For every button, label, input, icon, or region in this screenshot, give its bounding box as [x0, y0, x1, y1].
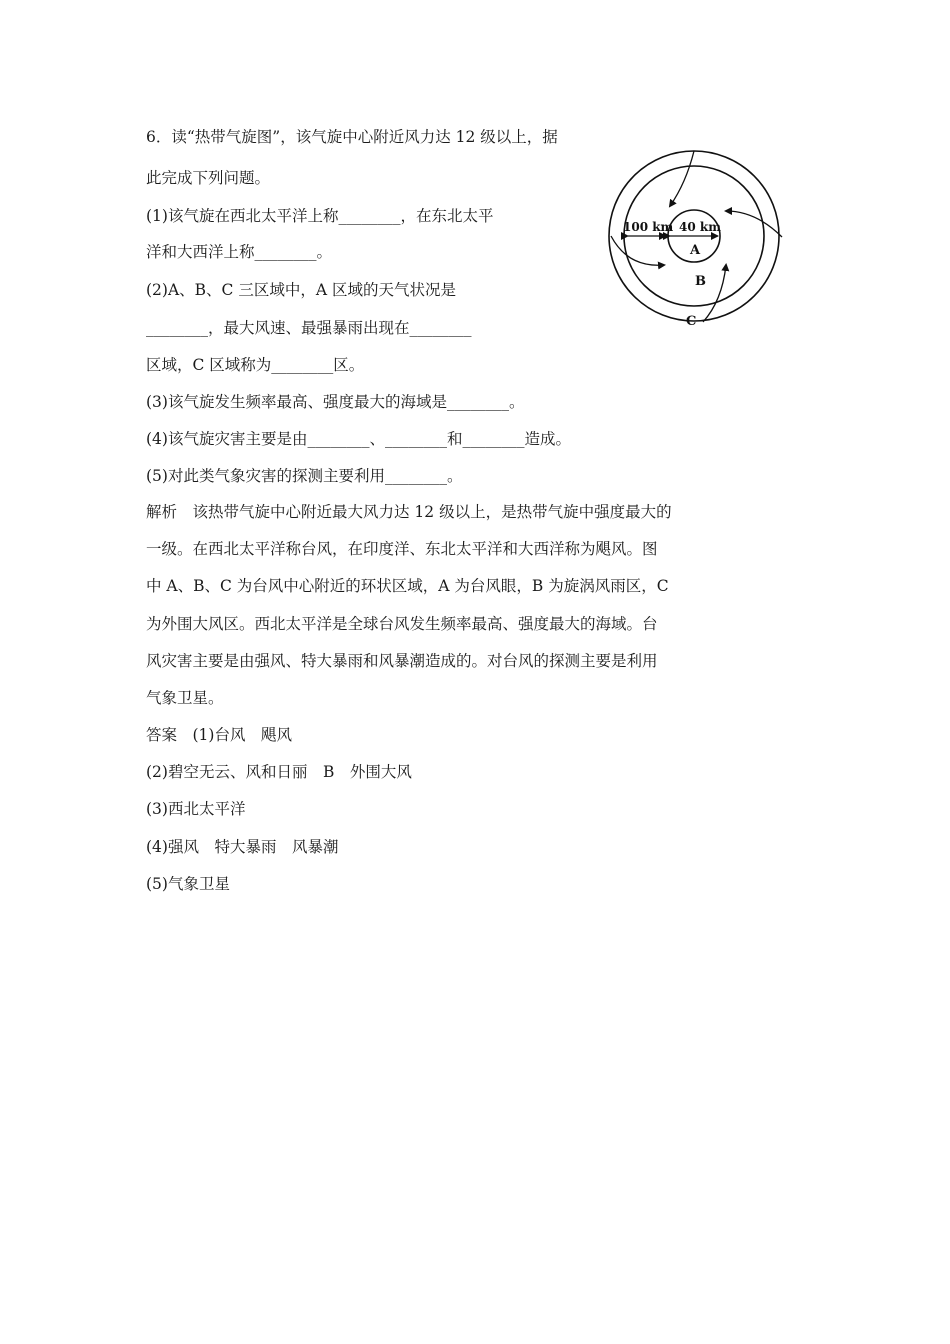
- wind-arrow-top: [670, 151, 694, 206]
- analysis-line: 中 A、B、C 为台风中心附近的环状区域，A 为台风眼，B 为旋涡风雨区，C: [146, 577, 669, 595]
- question-line: 区域，C 区域称为________区。: [146, 356, 365, 374]
- label-c: C: [686, 314, 697, 329]
- question-line: 洋和大西洋上称________。: [146, 243, 333, 261]
- analysis-line: 一级。在西北太平洋称台风，在印度洋、东北太平洋和大西洋称为飓风。图: [146, 540, 658, 558]
- label-40-km: 40 km: [679, 220, 721, 234]
- answer-line: (4)强风 特大暴雨 风暴潮: [146, 838, 339, 856]
- label-a: A: [690, 243, 701, 258]
- wind-arrow-bottom: [703, 265, 726, 322]
- question-line: (1)该气旋在西北太平洋上称________，在东北太平: [146, 207, 494, 225]
- answer-line: (5)气象卫星: [146, 875, 230, 893]
- question-line: 6．读“热带气旋图”，该气旋中心附近风力达 12 级以上，据: [146, 128, 558, 146]
- question-line: (3)该气旋发生频率最高、强度最大的海域是________。: [146, 393, 525, 411]
- label-b: B: [695, 274, 706, 289]
- analysis-line: 风灾害主要是由强风、特大暴雨和风暴潮造成的。对台风的探测主要是利用: [146, 652, 658, 670]
- question-line: 此完成下列问题。: [146, 169, 271, 187]
- answer-line: (2)碧空无云、风和日丽 B 外围大风: [146, 763, 412, 781]
- label-100-km: 100 km: [623, 220, 674, 234]
- cyclone-diagram: [606, 143, 786, 333]
- question-line: ________，最大风速、最强暴雨出现在________: [146, 319, 472, 337]
- question-line: (4)该气旋灾害主要是由________、________和________造成。: [146, 430, 571, 448]
- answer-line: (3)西北太平洋: [146, 800, 246, 818]
- answer-line: 答案 (1)台风 飓风: [146, 726, 292, 744]
- question-line: (2)A、B、C 三区域中，A 区域的天气状况是: [146, 281, 456, 299]
- analysis-line: 为外围大风区。西北太平洋是全球台风发生频率最高、强度最大的海域。台: [146, 615, 658, 633]
- analysis-line: 气象卫星。: [146, 689, 224, 707]
- wind-arrow-left: [611, 236, 664, 265]
- question-line: (5)对此类气象灾害的探测主要利用________。: [146, 467, 463, 485]
- analysis-line: 解析 该热带气旋中心附近最大风力达 12 级以上，是热带气旋中强度最大的: [146, 503, 672, 521]
- wind-arrow-right: [726, 211, 782, 237]
- cyclone-figure: [606, 143, 786, 333]
